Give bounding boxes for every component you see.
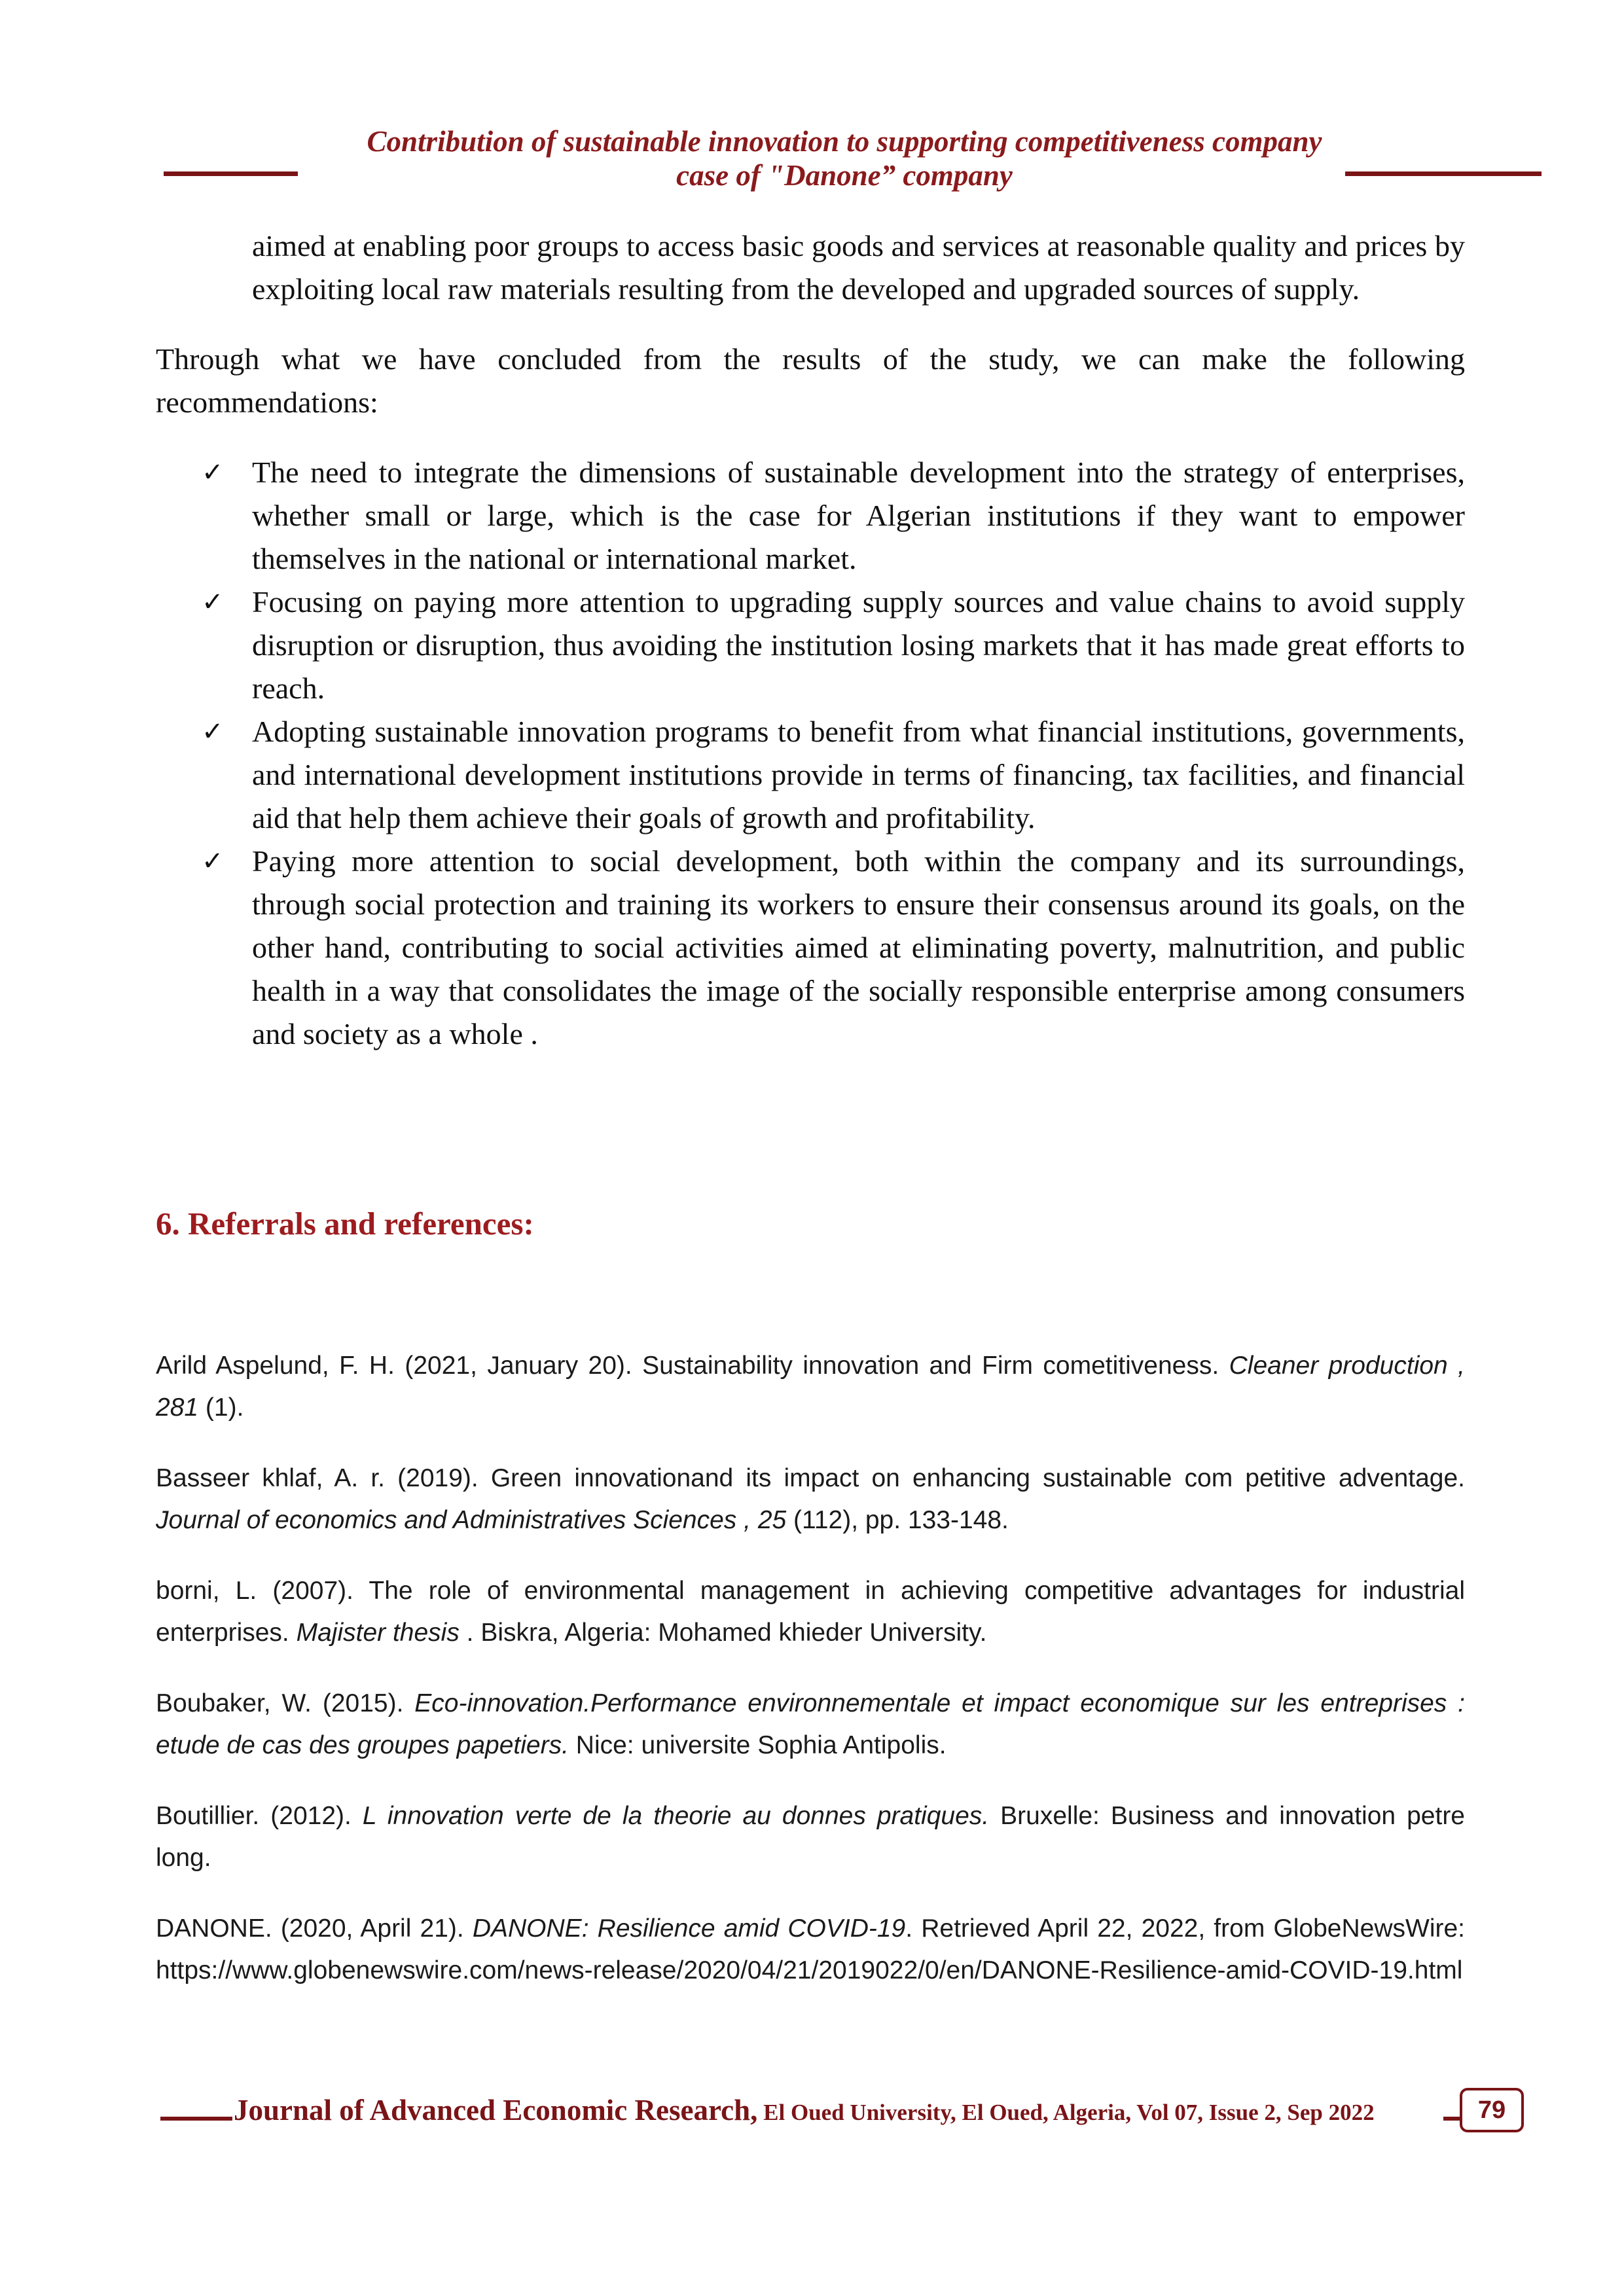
check-icon: ✓ xyxy=(202,846,224,876)
footer-details: El Oued University, El Oued, Algeria, Vol 07, Issue 2, Sep 2022 xyxy=(757,2100,1375,2125)
check-icon: ✓ xyxy=(202,587,224,617)
reference-text: Bruxelle: Business and innovation petre long. xyxy=(156,1802,1465,1872)
reference-source: L innovation verte de la theorie au donnes pratiques. xyxy=(362,1802,990,1830)
list-item xyxy=(156,840,1465,1056)
reference-text: . Biskra, Algeria: Mohamed khieder University. xyxy=(459,1619,987,1647)
header-rule-left xyxy=(164,171,298,176)
header-rule-right xyxy=(1345,171,1542,176)
list-item xyxy=(156,581,1465,710)
reference-entry xyxy=(156,1908,1465,1992)
footer-rule-left xyxy=(160,2117,232,2121)
reference-text: Arild Aspelund, F. H. (2021, January 20). Sustainability innovation and Firm cometitiveness. xyxy=(156,1352,1229,1380)
page-number: 79 xyxy=(1460,2088,1524,2132)
body-text xyxy=(156,224,1465,1056)
reference-source: Eco-innovation.Performance environnementale et impact economique sur les entreprises : etude de cas des groupes papetiers. xyxy=(156,1689,1466,1759)
recommendation-text: Focusing on paying more attention to upgrading supply sources and value chains to avoid supply disruption or disruption, thus avoiding the institution losing markets that it has made great efforts to reach. xyxy=(252,585,1465,705)
reference-entry xyxy=(156,1458,1465,1541)
reference-text: (112), pp. 133-148. xyxy=(786,1506,1009,1534)
reference-source: DANONE: Resilience amid COVID-19 xyxy=(472,1914,906,1943)
recommendations-list xyxy=(156,451,1465,1056)
intro-paragraph: Through what we have concluded from the results of the study, we can make the following recommendations: xyxy=(156,342,1465,419)
list-item xyxy=(156,451,1465,581)
recommendation-text: Adopting sustainable innovation programs to benefit from what financial institutions, governments, and international development institutions provide in terms of financing, tax facilities, and financial aid that help them achieve their goals of growth and profitability. xyxy=(252,715,1465,834)
header-title-line2: case of "Danone” company xyxy=(676,159,1013,192)
reference-text: borni, L. (2007). The role of environmental management in achieving competitive advantages for industrial enterprises. xyxy=(156,1577,1465,1647)
reference-entry xyxy=(156,1570,1465,1654)
reference-text: (1). xyxy=(198,1393,244,1422)
reference-text: Boubaker, W. (2015). xyxy=(156,1689,415,1717)
list-item xyxy=(156,710,1465,840)
header-title-line1: Contribution of sustainable innovation to supporting competitiveness company xyxy=(367,125,1322,158)
reference-text: Basseer khlaf, A. r. (2019). Green innovationand its impact on enhancing sustainable com petitive adventage. xyxy=(156,1464,1465,1492)
reference-text: DANONE. (2020, April 21). xyxy=(156,1914,473,1943)
running-footer xyxy=(160,2088,1522,2140)
reference-source: Journal of economics and Administratives Sciences , 25 xyxy=(156,1506,787,1534)
reference-text: Boutillier. (2012). xyxy=(156,1802,363,1830)
check-icon: ✓ xyxy=(202,717,224,747)
footer-rule-right xyxy=(1443,2117,1460,2121)
recommendation-text: The need to integrate the dimensions of sustainable development into the strategy of enterprises, whether small or large, which is the case for Algerian institutions if they want to empower themselves in the national or international market. xyxy=(252,456,1465,575)
header-title xyxy=(321,124,1368,192)
reference-entry xyxy=(156,1795,1465,1879)
reference-source: Cleaner production , 281 xyxy=(156,1352,1465,1422)
footer-journal: Journal of Advanced Economic Research, xyxy=(234,2094,758,2126)
check-icon: ✓ xyxy=(202,457,224,488)
reference-text: Nice: universite Sophia Antipolis. xyxy=(568,1731,947,1759)
references-heading: 6. Referrals and references: xyxy=(156,1206,534,1242)
recommendation-text: Paying more attention to social development, both within the company and its surroundings, through social protection and training its workers to ensure their consensus around its goals, on the other hand, contributing to social activities aimed at eliminating poverty, malnutrition, and public health in a way that consolidates the image of the socially responsible enterprise among consumers and society as a whole . xyxy=(252,844,1465,1050)
reference-source: Majister thesis xyxy=(296,1619,460,1647)
reference-entry xyxy=(156,1683,1465,1767)
running-header xyxy=(157,124,1545,196)
footer-citation xyxy=(234,2093,1375,2127)
reference-entry xyxy=(156,1345,1465,1429)
references-list xyxy=(156,1345,1465,2020)
reference-text: . Retrieved April 22, 2022, from GlobeNewsWire: https://www.globenewswire.com/news-release/2020/04/21/2019022/0/en/DANONE-Resilience-amid-COVID-19.html xyxy=(156,1914,1466,1984)
continuation-paragraph: aimed at enabling poor groups to access basic goods and services at reasonable quality and prices by exploiting local raw materials resulting from the developed and upgraded sources of supply. xyxy=(252,229,1465,306)
